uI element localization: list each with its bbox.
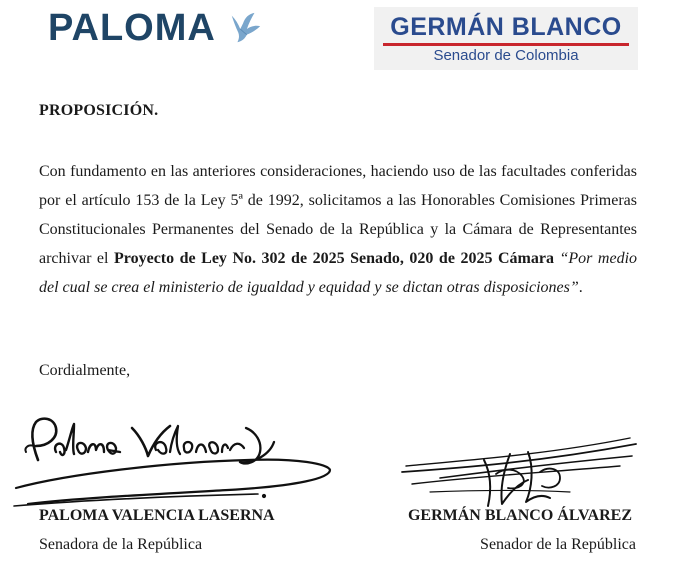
signer-role-left: Senadora de la República — [39, 536, 203, 553]
signature-paloma-valencia — [8, 408, 338, 518]
bill-title-quote: “Por medio del cual se crea el ministerio de igualdad y equidad y se dictan otras disposiciones” — [39, 250, 638, 296]
signer-name-left: PALOMA VALENCIA LASERNA — [39, 507, 275, 524]
signer-role-right: Senador de la República — [480, 536, 636, 553]
bill-reference: Proyecto de Ley No. 302 de 2025 Senado, 020 de 2025 Cámara — [114, 250, 554, 267]
paragraph-end: . — [578, 279, 583, 296]
closing-salutation: Cordialmente, — [39, 362, 131, 379]
signer-name-right: GERMÁN BLANCO ÁLVAREZ — [407, 507, 632, 524]
dove-icon — [226, 10, 264, 46]
paloma-logo-text: PALOMA — [48, 7, 216, 49]
german-blanco-logo — [374, 7, 638, 70]
paloma-logo — [48, 8, 264, 48]
german-blanco-logo-subtitle: Senador de Colombia — [433, 46, 579, 64]
proposal-paragraph — [39, 157, 637, 302]
paragraph-text: Con fundamento en las anteriores consideraciones, haciendo uso de las facultades conferidas por el artículo 153 de la Ley 5ª de 1992, solicitamos a las Honorables Comisiones Primeras Constitucionales Permanentes del Senado de la República y la Cámara de Representantes archivar el — [39, 163, 637, 267]
german-blanco-logo-name: GERMÁN BLANCO — [390, 13, 622, 41]
document-heading: PROPOSICIÓN. — [39, 102, 159, 119]
logo-red-rule — [383, 43, 629, 46]
